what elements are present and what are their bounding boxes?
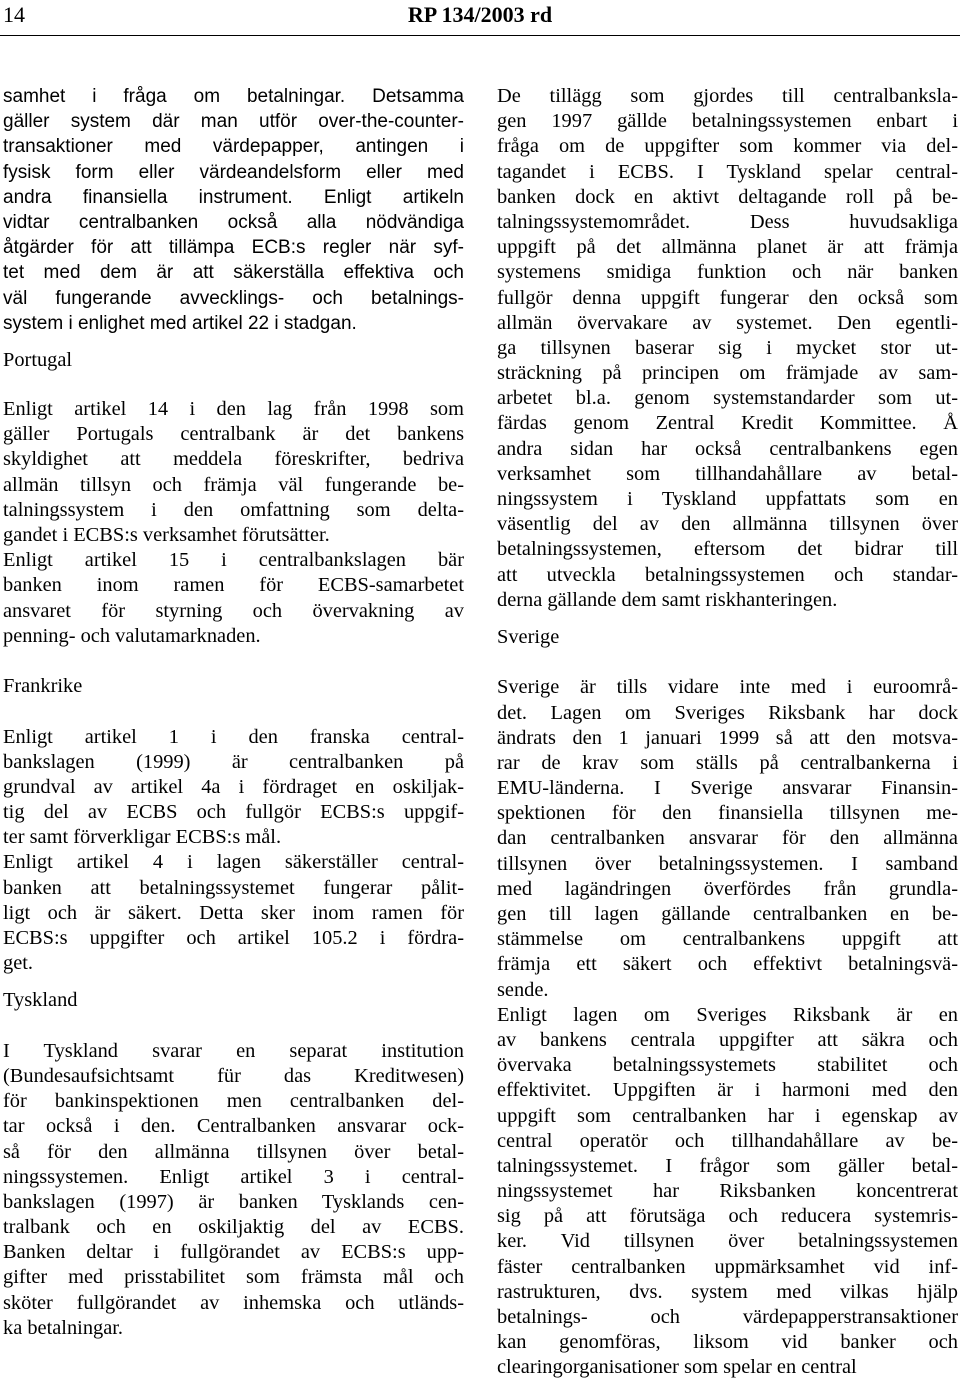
left-column	[3, 84, 464, 1341]
text-line: andra sidan har också centralbankens egen	[497, 437, 958, 460]
text-line: banken att betalningssystemet fungerar pålit-	[3, 876, 464, 899]
text-line: ningssystem i Tyskland uppfattats som en	[497, 488, 958, 510]
text-line: uppgift som centralbanken har i egenskap av	[497, 1104, 958, 1127]
text-line: Enligt artikel 4 i lagen säkerställer central-	[3, 851, 464, 874]
text-line: Sverige är tills vidare inte med i euroområ-	[497, 676, 958, 699]
text-line: att utveckla betalningssystemen och standar-	[497, 563, 958, 586]
page-number: 14	[3, 2, 25, 27]
paragraph-sverige-1	[497, 675, 958, 1002]
paragraph-portugal-1	[3, 397, 464, 548]
text-line: ligt och är säkert. Detta sker inom ramen för	[3, 901, 464, 924]
text-line: gen till lagen gällande centralbanken en be-	[497, 903, 958, 925]
text-line: åtgärder för att tillämpa ECB:s regler när syf-	[3, 237, 464, 259]
text-line: bankslagen (1999) är centralbanken på	[3, 750, 464, 773]
text-line: tar också i den. Centralbanken ansvarar ock-	[3, 1115, 464, 1138]
text-line: arbetet bl.a. genom systemstandarder som ut-	[497, 387, 958, 410]
text-line: bankslagen (1997) är banken Tysklands cen-	[3, 1190, 464, 1213]
text-line: Enligt artikel 15 i centralbankslagen bär	[3, 549, 464, 572]
text-line: ter samt förverkligar ECBS:s mål.	[3, 826, 282, 849]
section-heading-sverige: Sverige	[497, 625, 560, 648]
paragraph-tyskland-cont	[497, 84, 958, 613]
text-line: ka betalningar.	[3, 1316, 124, 1339]
text-line: för bankinspektionen men centralbanken del-	[3, 1090, 464, 1113]
text-line: sköter fullgörandet av inhemska och utländs-	[3, 1291, 464, 1314]
text-line: talningssystemet. I frågor som gäller betal-	[497, 1154, 958, 1177]
text-line: rastrukturen, dvs. system med vilkas hjälp	[497, 1280, 958, 1303]
text-line: system i enlighet med artikel 22 i stadgan.	[3, 312, 357, 334]
text-line: tet med dem är att säkerställa effektiva och	[3, 262, 464, 284]
text-line: talningssystem i den omfattning som delta-	[3, 498, 464, 521]
text-line: gandet i ECBS:s verksamhet förutsätter.	[3, 524, 330, 546]
text-line: ker. Vid tillsynen över betalningssystemen	[497, 1230, 958, 1253]
text-line: fråga om de uppgifter som kommer via del-	[497, 135, 958, 158]
text-line: (Bundesaufsichtsamt für das Kreditwesen)	[3, 1064, 464, 1087]
text-line: ningssystemet har Riksbanken koncentrerat	[497, 1180, 958, 1203]
text-line: effektivitet. Uppgiften är i harmoni med den	[497, 1079, 958, 1102]
text-line: fullgör denna uppgift fungerar den också som	[497, 286, 958, 309]
text-line: dan centralbanken ansvarar för den allmänna	[497, 827, 958, 850]
page-header	[0, 0, 960, 36]
text-line: allmän övervakare av systemet. Den egentli-	[497, 311, 958, 334]
text-line: ändrats den 1 januari 1999 så att den motsva-	[497, 726, 958, 749]
text-line: fäster centralbanken uppmärksamhet vid inf-	[497, 1255, 958, 1278]
text-line: med lagändringen överfördes från grundla-	[497, 877, 958, 900]
text-line: färdas genom Zentral Kredit Kommittee. Å	[497, 412, 958, 435]
text-line: I Tyskland svarar en separat institution	[3, 1039, 464, 1062]
text-line: betalningssystemen, eftersom det bidrar till	[497, 538, 958, 561]
text-line: Enligt artikel 1 i den franska central-	[3, 725, 464, 748]
text-line: av bankens centrala uppgifter att säkra och	[497, 1028, 958, 1051]
text-line: uppgift på det allmänna planet är att främja	[497, 236, 958, 259]
text-line: central operatör och tillhandahållare av be-	[497, 1129, 958, 1152]
header-rule	[0, 35, 960, 36]
text-line: EMU-länderna. I Sverige ansvarar Finansin-	[497, 777, 958, 800]
text-line: samhet i fråga om betalningar. Detsamma	[3, 86, 464, 107]
text-line: främja ett säkert och effektivt betalningsvä-	[497, 953, 958, 976]
text-line: spektionen för den finansiella tillsynen me-	[497, 802, 958, 825]
text-line: banken dock en aktivt deltagande roll på be-	[497, 185, 958, 208]
text-line: rar de krav som ställs på centralbankerna i	[497, 751, 958, 774]
text-line: ECBS:s uppgifter och artikel 105.2 i fördra-	[3, 927, 464, 949]
text-line: ga tillsynen baserar sig i mycket stor ut-	[497, 336, 958, 359]
text-line: så för den allmänna tillsynen över betal-	[3, 1140, 464, 1163]
paragraph-portugal-2	[3, 548, 464, 649]
text-line: vidtar centralbanken också alla nödvändiga	[3, 211, 464, 233]
text-line: andra finansiella instrument. Enligt artikeln	[3, 186, 464, 208]
text-line: allmän tillsyn och främja väl fungerande be-	[3, 473, 464, 496]
text-line: betalnings- och värdepapperstransaktioner	[497, 1306, 958, 1328]
paragraph-frankrike-2	[3, 850, 464, 976]
text-line: sende.	[497, 978, 549, 1001]
text-line: skyldighet att meddela föreskrifter, bedriva	[3, 448, 464, 471]
text-line: kan genomföras, liksom vid banker och	[497, 1331, 958, 1354]
text-line: tralbank och en oskiljaktig del av ECBS.	[3, 1216, 464, 1239]
text-line: penning- och valutamarknaden.	[3, 624, 261, 647]
text-line: De tillägg som gjordes till centralbanksla-	[497, 85, 958, 107]
text-line: verksamhet som tillhandahållare av betal-	[497, 462, 958, 485]
paragraph-tyskland-1	[3, 1039, 464, 1341]
section-heading-frankrike: Frankrike	[3, 675, 83, 698]
text-line: get.	[3, 952, 34, 975]
text-line: väl fungerande avvecklings- och betalnings-	[3, 287, 464, 309]
text-line: banken inom ramen för ECBS-samarbetet	[3, 574, 464, 597]
paragraph-intro	[3, 84, 464, 336]
text-line: fysisk form eller värdeandelsform eller med	[3, 161, 464, 183]
right-column	[497, 84, 958, 1381]
section-heading-portugal: Portugal	[3, 348, 73, 371]
text-line: det. Lagen om Sveriges Riksbank har dock	[497, 701, 958, 724]
text-line: ansvaret för styrning och övervakning av	[3, 599, 464, 622]
text-line: ningssystemen. Enligt artikel 3 i central-	[3, 1165, 464, 1188]
text-line: övervaka betalningssystemets stabilitet och	[497, 1054, 958, 1077]
section-heading-tyskland: Tyskland	[3, 989, 78, 1012]
text-line: gäller system där man utför over-the-counter-	[3, 111, 464, 133]
paragraph-frankrike-1	[3, 725, 464, 851]
text-line: stämmelse om centralbankens uppgift att	[497, 928, 958, 951]
text-line: grundval av artikel 4a i fördraget en oskiljak-	[3, 775, 464, 798]
text-line: tig del av ECBS och fullgör ECBS:s uppgif-	[3, 801, 464, 824]
paragraph-sverige-2	[497, 1003, 958, 1381]
text-line: Enligt artikel 14 i den lag från 1998 som	[3, 398, 464, 421]
text-line: clearingorganisationer som spelar en central	[497, 1356, 857, 1379]
text-line: gen 1997 gällde betalningssystemen enbart i	[497, 110, 958, 133]
text-line: tagandet i ECBS. I Tyskland spelar central-	[497, 160, 958, 183]
text-line: gäller Portugals centralbank är det bankens	[3, 423, 464, 446]
text-line: sig på att förutsäga och reducera systemris-	[497, 1205, 958, 1228]
document-id: RP 134/2003 rd	[407, 2, 553, 27]
text-line: systemens smidiga funktion och när banken	[497, 261, 958, 284]
text-line: Enligt lagen om Sveriges Riksbank är en	[497, 1003, 958, 1026]
text-line: transaktioner med värdepapper, antingen i	[3, 136, 464, 158]
text-line: gifter med prisstabilitet som främsta mål och	[3, 1266, 464, 1289]
text-line: tillsynen över betalningssystemen. I samband	[497, 852, 958, 875]
text-line: talningssystemområdet. Dess huvudsakliga	[497, 210, 958, 233]
text-line: Banken deltar i fullgörandet av ECBS:s upp-	[3, 1241, 464, 1264]
text-line: sträckning på principen om främjade av sam-	[497, 362, 958, 385]
text-line: väsentlig del av den allmänna tillsynen över	[497, 513, 958, 536]
text-line: derna gällande dem samt riskhanteringen.	[497, 588, 838, 611]
